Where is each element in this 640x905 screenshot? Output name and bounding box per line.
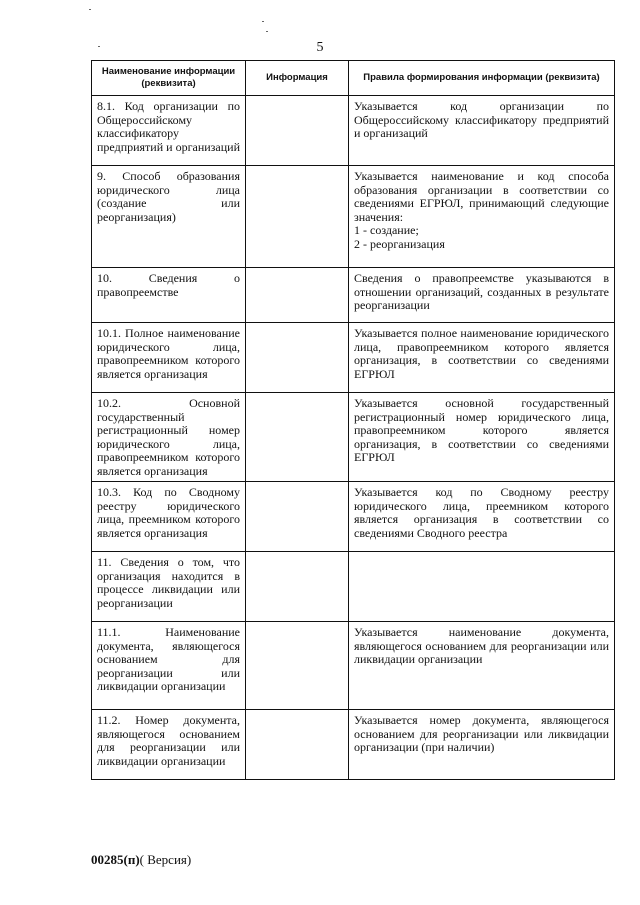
cell-rule: Указывается код организации по Общероссийскому классификатору предприятий и организаций	[349, 96, 615, 166]
cell-info	[246, 393, 349, 482]
cell-name: 10.1. Полное наименование юридического лица, правопреемником которого является организация	[92, 323, 246, 393]
cell-info	[246, 323, 349, 393]
cell-name: 10. Сведения о правопреемстве	[92, 268, 246, 323]
cell-name: 10.2. Основной государственный регистрационный номер юридического лица, правопреемником которого является организация	[92, 393, 246, 482]
cell-name: 10.3. Код по Сводному реестру юридического лица, преемником которого является организация	[92, 482, 246, 552]
cell-name: 8.1. Код организации по Общероссийскому классификатору предприятий и организаций	[92, 96, 246, 166]
cell-rule	[349, 552, 615, 622]
document-version: ( Версия)	[139, 852, 192, 867]
table-row	[92, 622, 615, 710]
cell-rule: Указывается номер документа, являющегося основанием для реорганизации или ликвидации организации (при наличии)	[349, 710, 615, 780]
cell-rule: Сведения о правопреемстве указываются в отношении организаций, созданных в результате реорганизации	[349, 268, 615, 323]
cell-info	[246, 166, 349, 268]
cell-info	[246, 96, 349, 166]
scan-speck	[89, 9, 91, 10]
header-rule: Правила формирования информации (реквизита)	[349, 61, 615, 96]
cell-rule: Указывается основной государственный регистрационный номер юридического лица, правопреемником которого является организация, в соответствии со сведениями ЕГРЮЛ	[349, 393, 615, 482]
cell-name: 11.1. Наименование документа, являющегося основанием для реорганизации или ликвидации организации	[92, 622, 246, 710]
table-header-row	[92, 61, 615, 96]
cell-rule: Указывается полное наименование юридического лица, правопреемником которого является организация, в соответствии со сведениями ЕГРЮЛ	[349, 323, 615, 393]
table-row	[92, 166, 615, 268]
requisites-table	[91, 60, 615, 780]
cell-name: 9. Способ образования юридического лица (создание или реорганизация)	[92, 166, 246, 268]
cell-info	[246, 622, 349, 710]
cell-name: 11. Сведения о том, что организация находится в процессе ликвидации или реорганизации	[92, 552, 246, 622]
table-row	[92, 482, 615, 552]
header-name: Наименование информации (реквизита)	[92, 61, 246, 96]
cell-info	[246, 482, 349, 552]
table-row	[92, 393, 615, 482]
cell-info	[246, 552, 349, 622]
cell-rule: Указывается наименование и код способа образования организации в соответствии со сведениями ЕГРЮЛ, принимающий следующие значения: 1 - создание; 2 - реорганизация	[349, 166, 615, 268]
table-row	[92, 96, 615, 166]
scan-speck	[262, 21, 264, 22]
header-info: Информация	[246, 61, 349, 96]
table-row	[92, 268, 615, 323]
page-number: 5	[316, 40, 324, 55]
cell-rule: Указывается наименование документа, являющегося основанием для реорганизации или ликвидации организации	[349, 622, 615, 710]
cell-name: 11.2. Номер документа, являющегося основанием для реорганизации или ликвидации организации	[92, 710, 246, 780]
cell-rule: Указывается код по Сводному реестру юридического лица, преемником которого является организация в соответствии со сведениями Сводного реестра	[349, 482, 615, 552]
document-footer	[91, 852, 191, 868]
table-row	[92, 710, 615, 780]
table-row	[92, 323, 615, 393]
table-row	[92, 552, 615, 622]
cell-info	[246, 710, 349, 780]
scan-speck	[266, 31, 268, 32]
cell-info	[246, 268, 349, 323]
document-code: 00285(п)	[91, 852, 140, 867]
